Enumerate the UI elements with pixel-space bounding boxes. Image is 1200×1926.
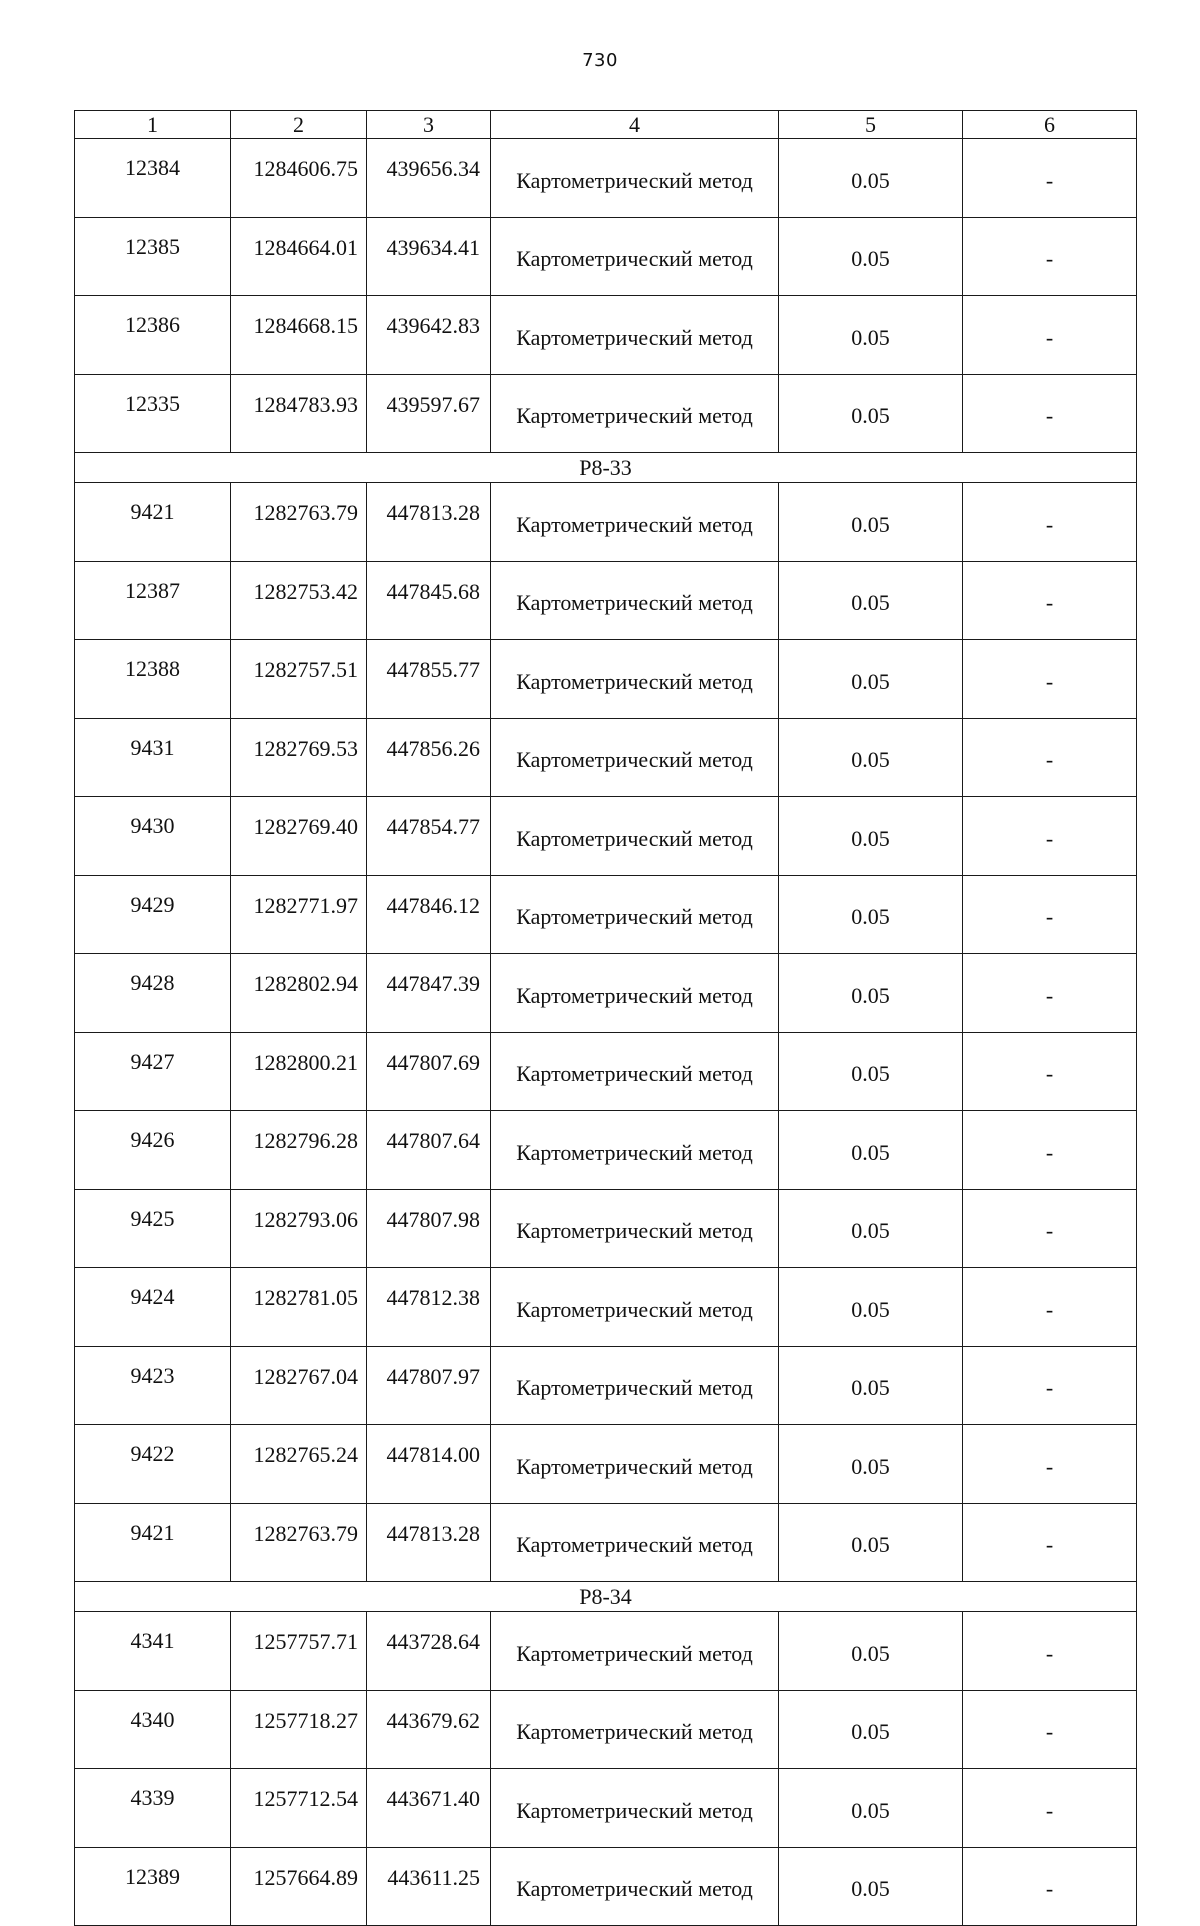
point-id-cell: 9430 [75,797,231,876]
table-row [75,374,1137,453]
note-cell: - [963,1503,1137,1582]
table-row [75,483,1137,562]
point-id-cell: 9421 [75,1503,231,1582]
accuracy-cell: 0.05 [779,296,963,375]
note-cell: - [963,1189,1137,1268]
note-cell: - [963,954,1137,1033]
x-coordinate-cell: 1282796.28 [231,1111,367,1190]
x-coordinate-cell: 1282769.40 [231,797,367,876]
note-cell: - [963,1690,1137,1769]
column-header-3: 3 [367,111,491,139]
note-cell: - [963,1268,1137,1347]
point-id-cell: 12386 [75,296,231,375]
method-cell: Картометрический метод [491,217,779,296]
y-coordinate-cell: 447855.77 [367,640,491,719]
method-cell: Картометрический метод [491,640,779,719]
accuracy-cell: 0.05 [779,374,963,453]
accuracy-cell: 0.05 [779,1503,963,1582]
accuracy-cell: 0.05 [779,1690,963,1769]
x-coordinate-cell: 1282793.06 [231,1189,367,1268]
method-cell: Картометрический метод [491,1268,779,1347]
x-coordinate-cell: 1284606.75 [231,139,367,218]
point-id-cell: 12385 [75,217,231,296]
y-coordinate-cell: 447812.38 [367,1268,491,1347]
x-coordinate-cell: 1257712.54 [231,1769,367,1848]
x-coordinate-cell: 1282771.97 [231,875,367,954]
table-row [75,1769,1137,1848]
table-row [75,1847,1137,1926]
note-cell: - [963,1032,1137,1111]
accuracy-cell: 0.05 [779,718,963,797]
table-row [75,1032,1137,1111]
x-coordinate-cell: 1282769.53 [231,718,367,797]
point-id-cell: 4340 [75,1690,231,1769]
method-cell: Картометрический метод [491,718,779,797]
method-cell: Картометрический метод [491,1847,779,1926]
y-coordinate-cell: 447807.64 [367,1111,491,1190]
accuracy-cell: 0.05 [779,561,963,640]
x-coordinate-cell: 1282763.79 [231,483,367,562]
method-cell: Картометрический метод [491,1189,779,1268]
y-coordinate-cell: 447807.98 [367,1189,491,1268]
method-cell: Картометрический метод [491,1503,779,1582]
point-id-cell: 9425 [75,1189,231,1268]
point-id-cell: 12387 [75,561,231,640]
x-coordinate-cell: 1284668.15 [231,296,367,375]
method-cell: Картометрический метод [491,1425,779,1504]
note-cell: - [963,797,1137,876]
accuracy-cell: 0.05 [779,875,963,954]
accuracy-cell: 0.05 [779,797,963,876]
point-id-cell: 9431 [75,718,231,797]
table-row [75,217,1137,296]
method-cell: Картометрический метод [491,139,779,218]
x-coordinate-cell: 1282767.04 [231,1346,367,1425]
point-id-cell: 9422 [75,1425,231,1504]
note-cell: - [963,217,1137,296]
method-cell: Картометрический метод [491,954,779,1033]
x-coordinate-cell: 1282757.51 [231,640,367,719]
note-cell: - [963,1769,1137,1848]
table-row [75,1346,1137,1425]
x-coordinate-cell: 1282802.94 [231,954,367,1033]
x-coordinate-cell: 1284783.93 [231,374,367,453]
accuracy-cell: 0.05 [779,1847,963,1926]
accuracy-cell: 0.05 [779,139,963,218]
note-cell: - [963,1847,1137,1926]
y-coordinate-cell: 447807.69 [367,1032,491,1111]
y-coordinate-cell: 447854.77 [367,797,491,876]
y-coordinate-cell: 447813.28 [367,1503,491,1582]
y-coordinate-cell: 443671.40 [367,1769,491,1848]
y-coordinate-cell: 447847.39 [367,954,491,1033]
method-cell: Картометрический метод [491,875,779,954]
method-cell: Картометрический метод [491,483,779,562]
y-coordinate-cell: 447807.97 [367,1346,491,1425]
table-row [75,1189,1137,1268]
accuracy-cell: 0.05 [779,1612,963,1691]
point-id-cell: 9429 [75,875,231,954]
accuracy-cell: 0.05 [779,217,963,296]
section-label: Р8-34 [75,1582,1137,1612]
table-row [75,718,1137,797]
y-coordinate-cell: 439597.67 [367,374,491,453]
accuracy-cell: 0.05 [779,1111,963,1190]
method-cell: Картометрический метод [491,1111,779,1190]
note-cell: - [963,640,1137,719]
accuracy-cell: 0.05 [779,1032,963,1111]
method-cell: Картометрический метод [491,296,779,375]
column-header-1: 1 [75,111,231,139]
section-label: Р8-33 [75,453,1137,483]
method-cell: Картометрический метод [491,1690,779,1769]
accuracy-cell: 0.05 [779,1268,963,1347]
x-coordinate-cell: 1282765.24 [231,1425,367,1504]
x-coordinate-cell: 1282781.05 [231,1268,367,1347]
table-row [75,1690,1137,1769]
table-row [75,640,1137,719]
note-cell: - [963,483,1137,562]
point-id-cell: 9426 [75,1111,231,1190]
column-header-4: 4 [491,111,779,139]
method-cell: Картометрический метод [491,797,779,876]
x-coordinate-cell: 1282763.79 [231,1503,367,1582]
point-id-cell: 9424 [75,1268,231,1347]
y-coordinate-cell: 447814.00 [367,1425,491,1504]
table-row [75,797,1137,876]
note-cell: - [963,561,1137,640]
y-coordinate-cell: 447813.28 [367,483,491,562]
x-coordinate-cell: 1284664.01 [231,217,367,296]
y-coordinate-cell: 443679.62 [367,1690,491,1769]
accuracy-cell: 0.05 [779,1769,963,1848]
column-header-6: 6 [963,111,1137,139]
method-cell: Картометрический метод [491,1769,779,1848]
point-id-cell: 12389 [75,1847,231,1926]
point-id-cell: 12335 [75,374,231,453]
point-id-cell: 9427 [75,1032,231,1111]
point-id-cell: 9421 [75,483,231,562]
method-cell: Картометрический метод [491,1032,779,1111]
note-cell: - [963,1346,1137,1425]
accuracy-cell: 0.05 [779,1346,963,1425]
table-row [75,1425,1137,1504]
method-cell: Картометрический метод [491,1346,779,1425]
table-row [75,139,1137,218]
point-id-cell: 4341 [75,1612,231,1691]
column-header-row [75,111,1137,139]
section-header-row [75,1582,1137,1612]
method-cell: Картометрический метод [491,374,779,453]
method-cell: Картометрический метод [491,1612,779,1691]
method-cell: Картометрический метод [491,561,779,640]
note-cell: - [963,1425,1137,1504]
note-cell: - [963,1612,1137,1691]
table-row [75,954,1137,1033]
point-id-cell: 9423 [75,1346,231,1425]
y-coordinate-cell: 447845.68 [367,561,491,640]
page-number: 730 [582,50,618,71]
x-coordinate-cell: 1282753.42 [231,561,367,640]
table-row [75,1503,1137,1582]
y-coordinate-cell: 439642.83 [367,296,491,375]
x-coordinate-cell: 1257664.89 [231,1847,367,1926]
y-coordinate-cell: 443728.64 [367,1612,491,1691]
accuracy-cell: 0.05 [779,1425,963,1504]
note-cell: - [963,374,1137,453]
x-coordinate-cell: 1257757.71 [231,1612,367,1691]
x-coordinate-cell: 1257718.27 [231,1690,367,1769]
y-coordinate-cell: 439656.34 [367,139,491,218]
table-row [75,1612,1137,1691]
accuracy-cell: 0.05 [779,954,963,1033]
note-cell: - [963,875,1137,954]
point-id-cell: 12388 [75,640,231,719]
table-row [75,1268,1137,1347]
table-body [75,139,1137,1926]
accuracy-cell: 0.05 [779,1189,963,1268]
section-header-row [75,453,1137,483]
note-cell: - [963,1111,1137,1190]
point-id-cell: 4339 [75,1769,231,1848]
y-coordinate-cell: 439634.41 [367,217,491,296]
accuracy-cell: 0.05 [779,483,963,562]
point-id-cell: 9428 [75,954,231,1033]
table-row [75,875,1137,954]
y-coordinate-cell: 447846.12 [367,875,491,954]
point-id-cell: 12384 [75,139,231,218]
column-header-5: 5 [779,111,963,139]
column-header-2: 2 [231,111,367,139]
note-cell: - [963,718,1137,797]
note-cell: - [963,296,1137,375]
x-coordinate-cell: 1282800.21 [231,1032,367,1111]
table-row [75,296,1137,375]
table-row [75,1111,1137,1190]
accuracy-cell: 0.05 [779,640,963,719]
coordinates-table [74,110,1137,1926]
y-coordinate-cell: 443611.25 [367,1847,491,1926]
table-row [75,561,1137,640]
y-coordinate-cell: 447856.26 [367,718,491,797]
note-cell: - [963,139,1137,218]
